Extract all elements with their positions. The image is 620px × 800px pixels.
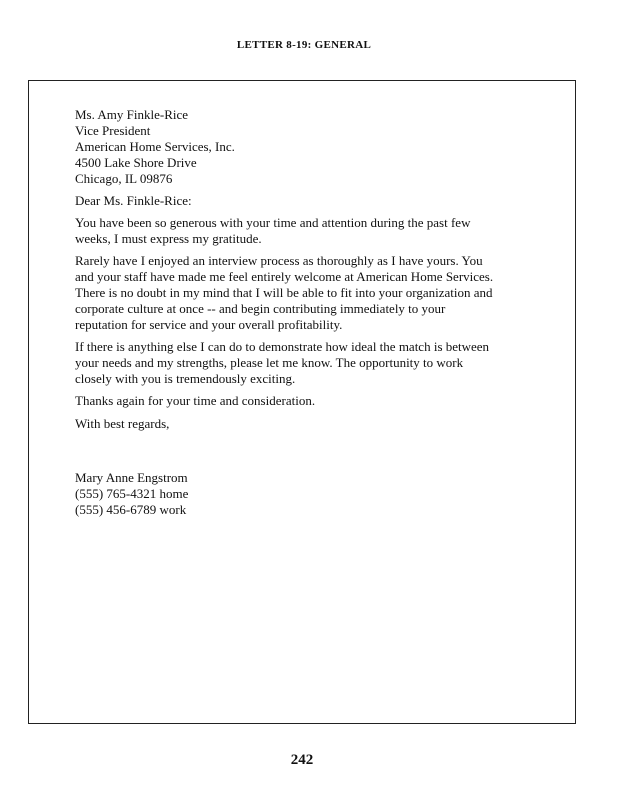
body-paragraph-2: Rarely have I enjoyed an interview process as thoroughly as I have yours. You and your staff have made me feel entirely welcome at American Home Services. There is no doubt in my mind that I will be able to fit into your organization and corporate culture at once -- and begin contributing immediately to your reputation for service and your overall profitability. [75,253,494,332]
sender-name: Mary Anne Engstrom [75,470,188,485]
body-paragraph-4: Thanks again for your time and consideration. [75,393,316,408]
recipient-city-state-zip: Chicago, IL 09876 [75,171,173,186]
closing: With best regards, [75,416,170,431]
body-paragraph-3: If there is anything else I can do to demonstrate how ideal the match is between your needs and my strengths, please let me know. The opportunity to work closely with you is tremendously exciting. [75,339,490,386]
letter-body [75,107,495,518]
recipient-company: American Home Services, Inc. [75,139,235,154]
sender-signature-block [75,470,495,518]
sender-phone-home: (555) 765-4321 home [75,486,189,501]
recipient-name: Ms. Amy Finkle-Rice [75,107,189,122]
sender-phone-work: (555) 456-6789 work [75,502,187,517]
recipient-address-block [75,107,495,187]
recipient-street: 4500 Lake Shore Drive [75,155,197,170]
page-header-title: LETTER 8-19: GENERAL [236,39,372,51]
recipient-title: Vice President [75,123,151,138]
page-number: 242 [290,752,314,768]
body-paragraph-1: You have been so generous with your time and attention during the past few weeks, I must express my gratitude. [75,215,471,246]
salutation: Dear Ms. Finkle-Rice: [75,193,192,208]
